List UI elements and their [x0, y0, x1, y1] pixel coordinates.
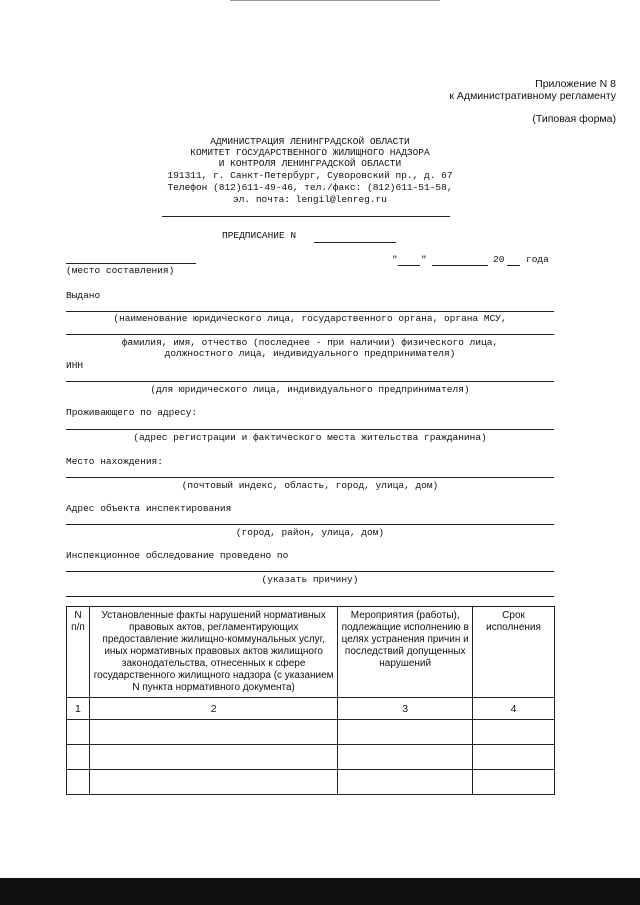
org-phone: Телефон (812)611-49-46, тел./факс: (812)611-51-58,: [167, 182, 453, 193]
form-type-label: (Типовая форма): [532, 113, 616, 125]
column-number-4: 4: [473, 698, 555, 720]
header-violations: Установленные факты нарушений нормативных правовых актов, регламентирующих предоставление жилищно-коммунальных услуг, иных нормативных правовых актов жилищного законодательства, отнесенных к сфере государственного жилищного надзора (с указанием N пункта нормативного документа): [89, 607, 337, 698]
date-quote-close: ": [421, 254, 427, 265]
date-month-line: [432, 265, 488, 266]
org-address: 191311, г. Санкт-Петербург, Суворовский пр., д. 67: [167, 170, 453, 181]
inn-caption: (для юридического лица, индивидуального предпринимателя): [150, 384, 470, 395]
table-header-row: [67, 607, 555, 698]
inn-line: [66, 381, 554, 382]
header-measures: Мероприятия (работы), подлежащие исполнению в целях устранения причин и последствий допущенных нарушений: [338, 607, 473, 698]
table-cell: [473, 720, 555, 745]
object-address-line: [66, 524, 554, 525]
table-cell: [89, 720, 337, 745]
residing-label: Проживающего по адресу:: [66, 407, 198, 418]
table-row: [67, 745, 555, 770]
year-suffix: года: [526, 254, 549, 265]
issued-label: Выдано: [66, 290, 101, 301]
inspection-line: [66, 571, 554, 572]
column-number-2: 2: [89, 698, 337, 720]
table-cell: [338, 770, 473, 795]
issued-caption-3: должностного лица, индивидуального предпринимателя): [164, 348, 456, 359]
violations-table: [66, 606, 555, 795]
residing-caption: (адрес регистрации и фактического места жительства гражданина): [133, 432, 487, 443]
column-number-1: 1: [67, 698, 90, 720]
issued-caption-1: (наименование юридического лица, государственного органа, органа МСУ,: [113, 313, 507, 324]
location-line: [66, 477, 554, 478]
issued-line-2: [66, 334, 554, 335]
table-cell: [89, 745, 337, 770]
place-line: [66, 263, 196, 264]
table-cell: [67, 745, 90, 770]
header-underline: [162, 216, 450, 217]
org-line-3: И КОНТРОЛЯ ЛЕНИНГРАДСКОЙ ОБЛАСТИ: [218, 158, 402, 169]
residing-line: [66, 429, 554, 430]
scan-artifact-top: [230, 0, 440, 1]
header-number: N п/п: [67, 607, 90, 698]
table-cell: [67, 720, 90, 745]
table-cell: [338, 720, 473, 745]
inspection-caption: (указать причину): [261, 574, 359, 585]
object-address-label: Адрес объекта инспектирования: [66, 503, 232, 514]
document-number-line: [314, 242, 396, 243]
document-title: ПРЕДПИСАНИЕ N: [222, 230, 297, 241]
table-cell: [473, 770, 555, 795]
appendix-line-1: Приложение N 8: [535, 78, 616, 90]
table-row: [67, 720, 555, 745]
table-cell: [473, 745, 555, 770]
issued-caption-2: фамилия, имя, отчество (последнее - при наличии) физического лица,: [121, 337, 499, 348]
table-cell: [89, 770, 337, 795]
inspection-line-2: [66, 596, 554, 597]
org-line-1: АДМИНИСТРАЦИЯ ЛЕНИНГРАДСКОЙ ОБЛАСТИ: [210, 136, 410, 147]
table-row: [67, 770, 555, 795]
object-address-caption: (город, район, улица, дом): [235, 527, 385, 538]
table-cell: [67, 770, 90, 795]
date-quote-open: ": [392, 254, 398, 265]
org-email: эл. почта: lengil@lenreg.ru: [233, 194, 387, 205]
table-cell: [338, 745, 473, 770]
issued-line: [66, 311, 554, 312]
header-deadline: Срок исполнения: [473, 607, 555, 698]
place-caption: (место составления): [66, 265, 175, 276]
org-line-2: КОМИТЕТ ГОСУДАРСТВЕННОГО ЖИЛИЩНОГО НАДЗОРА: [190, 147, 430, 158]
column-number-3: 3: [338, 698, 473, 720]
table-numbering-row: [67, 698, 555, 720]
year-prefix: 20: [493, 254, 505, 265]
inspection-label: Инспекционное обследование проведено по: [66, 550, 289, 561]
inn-label: ИНН: [66, 360, 84, 371]
appendix-line-2: к Административному регламенту: [449, 90, 616, 102]
location-caption: (почтовый индекс, область, город, улица, дом): [181, 480, 439, 491]
date-day-line: [398, 265, 420, 266]
location-label: Место нахождения:: [66, 456, 163, 467]
scan-artifact-bottom: [0, 878, 640, 905]
year-line: [507, 265, 520, 266]
